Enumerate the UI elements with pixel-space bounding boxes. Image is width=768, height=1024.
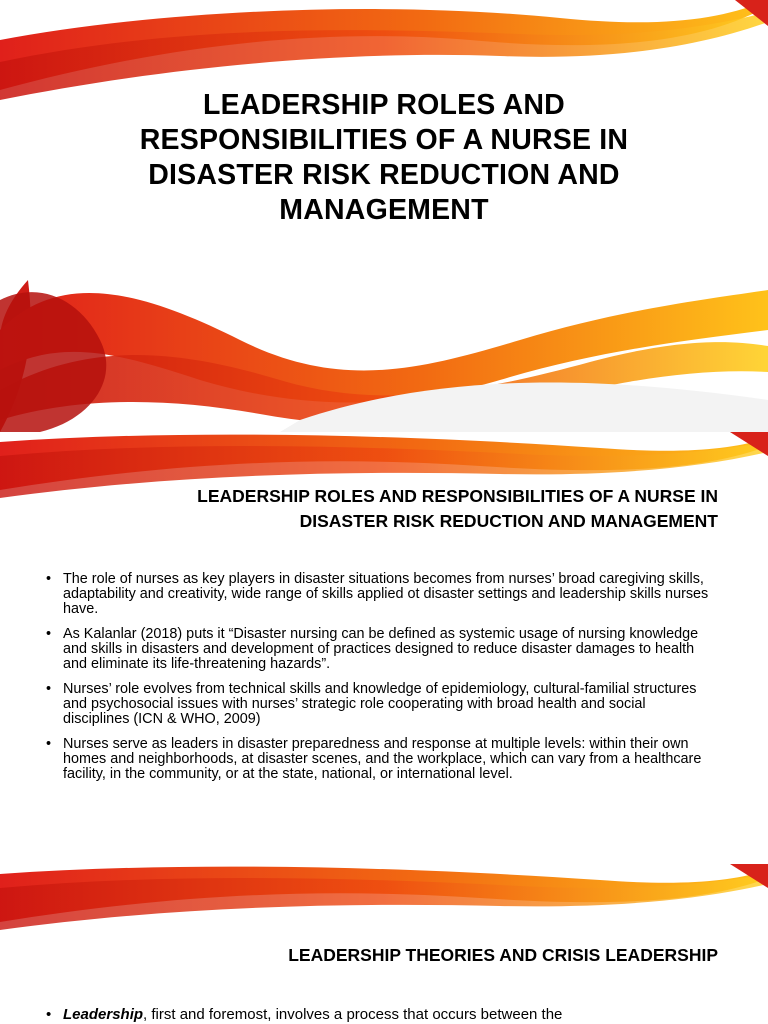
- slide-2-title: LEADERSHIP ROLES AND RESPONSIBILITIES OF A NURSE IN DISASTER RISK REDUCTION AND MANAGEMENT: [197, 486, 718, 531]
- slide-3: [0, 864, 768, 1024]
- list-item: • The role of nurses as key players in disaster situations becomes from nurses’ broad caregiving skills, adaptability and creativity, wide range of skills applied ot disaster settings and leadership skills nurses have.: [46, 572, 714, 617]
- slide-1: [0, 0, 768, 432]
- slide-3-title: LEADERSHIP THEORIES AND CRISIS LEADERSHIP: [288, 945, 718, 965]
- slide-2: [0, 432, 768, 864]
- slide-1-title: LEADERSHIP ROLES AND RESPONSIBILITIES OF A NURSE IN DISASTER RISK REDUCTION AND MANAGEMENT: [139, 89, 629, 226]
- list-item: • As Kalanlar (2018) puts it “Disaster nursing can be defined as systemic usage of nursing knowledge and skills in disasters and development of practices designed to reduce disaster damages to health and eliminate its life-threatening hazards”.: [46, 627, 714, 672]
- list-item: [46, 1006, 714, 1024]
- bullet-term: Leadership: [63, 1006, 144, 1023]
- slide-2-bullet-list: [46, 572, 714, 792]
- bullet-text: , first and foremost, involves a process that occurs between the: [143, 1006, 563, 1023]
- slide-3-bullet-list: [46, 1006, 714, 1024]
- decorative-swoosh-header: [0, 864, 768, 934]
- list-item: • Nurses serve as leaders in disaster preparedness and response at multiple levels: within their own homes and neighborhoods, at disaster scenes, and the workplace, which can vary from a healthcare facility, in the community, or at the state, national, or international level.: [46, 737, 714, 782]
- list-item: • Nurses’ role evolves from technical skills and knowledge of epidemiology, cultural-familial structures and psychosocial issues with nurses’ strategic role cooperating with broad health and social disciplines (ICN & WHO, 2009): [46, 682, 714, 727]
